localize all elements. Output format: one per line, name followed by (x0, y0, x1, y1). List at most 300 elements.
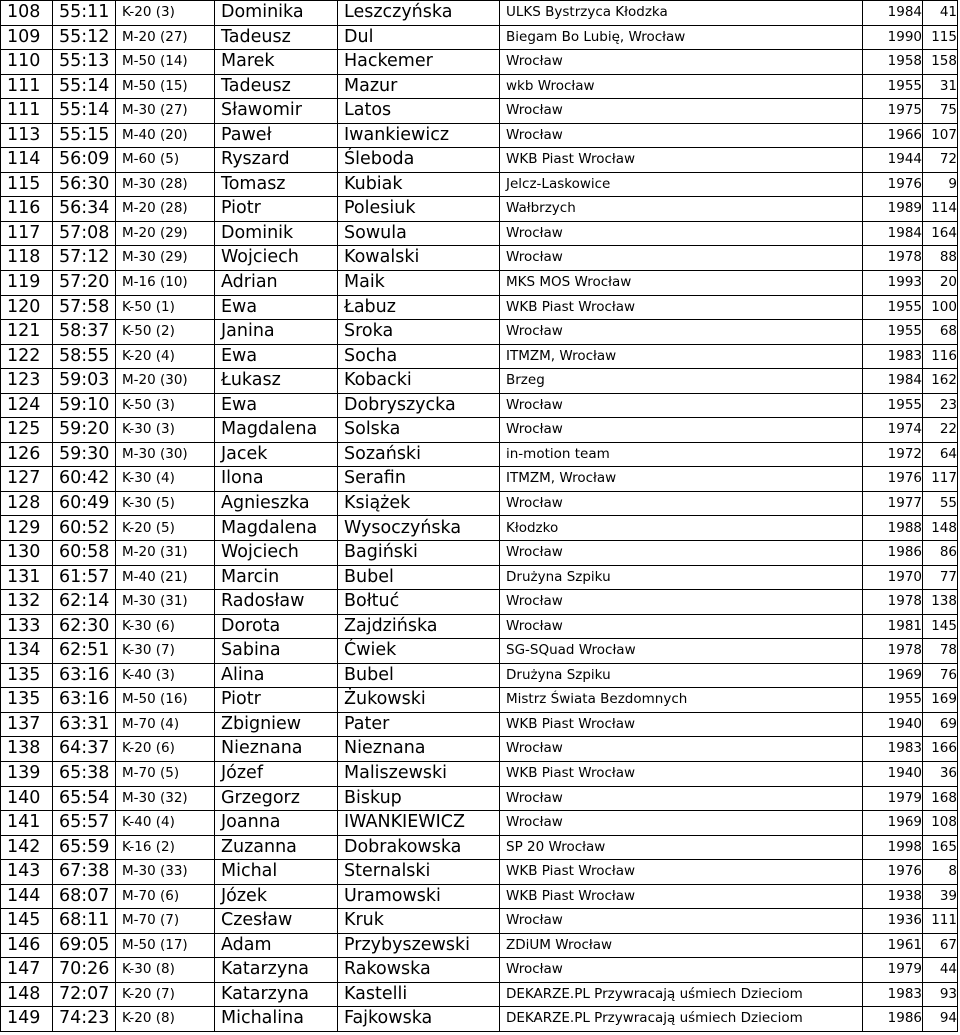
last-name-cell: Dobryszycka (338, 393, 500, 418)
last-name-cell: Fajkowska (338, 1007, 500, 1032)
first-name-cell: Dorota (215, 614, 338, 639)
birth-year-cell: 1970 (863, 565, 923, 590)
table-row (1, 835, 958, 860)
points-cell: 39 (923, 884, 958, 909)
place-cell: 125 (1, 418, 53, 443)
place-cell: 139 (1, 761, 53, 786)
place-cell: 108 (1, 1, 53, 26)
club-cell: ITMZM, Wrocław (500, 467, 863, 492)
club-cell: Kłodzko (500, 516, 863, 541)
birth-year-cell: 1984 (863, 369, 923, 394)
points-cell: 44 (923, 958, 958, 983)
last-name-cell: Sternalski (338, 860, 500, 885)
club-cell: WKB Piast Wrocław (500, 295, 863, 320)
category-cell: M-30 (32) (116, 786, 215, 811)
points-cell: 31 (923, 74, 958, 99)
table-row (1, 123, 958, 148)
time-cell: 60:52 (53, 516, 116, 541)
points-cell: 168 (923, 786, 958, 811)
last-name-cell: Kubiak (338, 172, 500, 197)
place-cell: 110 (1, 50, 53, 75)
table-row (1, 344, 958, 369)
club-cell: MKS MOS Wrocław (500, 271, 863, 296)
club-cell: Wrocław (500, 811, 863, 836)
time-cell: 65:54 (53, 786, 116, 811)
birth-year-cell: 1981 (863, 614, 923, 639)
points-cell: 68 (923, 320, 958, 345)
category-cell: M-70 (7) (116, 909, 215, 934)
category-cell: K-30 (3) (116, 418, 215, 443)
time-cell: 65:57 (53, 811, 116, 836)
place-cell: 132 (1, 590, 53, 615)
time-cell: 59:30 (53, 442, 116, 467)
last-name-cell: Hackemer (338, 50, 500, 75)
place-cell: 115 (1, 172, 53, 197)
last-name-cell: Śleboda (338, 148, 500, 173)
first-name-cell: Jacek (215, 442, 338, 467)
points-cell: 9 (923, 172, 958, 197)
first-name-cell: Wojciech (215, 246, 338, 271)
table-row (1, 50, 958, 75)
place-cell: 117 (1, 221, 53, 246)
table-row (1, 491, 958, 516)
category-cell: M-50 (15) (116, 74, 215, 99)
points-cell: 72 (923, 148, 958, 173)
club-cell: WKB Piast Wrocław (500, 761, 863, 786)
place-cell: 144 (1, 884, 53, 909)
points-cell: 64 (923, 442, 958, 467)
time-cell: 65:59 (53, 835, 116, 860)
table-row (1, 320, 958, 345)
first-name-cell: Adrian (215, 271, 338, 296)
birth-year-cell: 1938 (863, 884, 923, 909)
points-cell: 76 (923, 663, 958, 688)
club-cell: WKB Piast Wrocław (500, 148, 863, 173)
club-cell: Wrocław (500, 246, 863, 271)
club-cell: SP 20 Wrocław (500, 835, 863, 860)
table-row (1, 99, 958, 124)
table-row (1, 712, 958, 737)
first-name-cell: Magdalena (215, 418, 338, 443)
birth-year-cell: 1978 (863, 590, 923, 615)
club-cell: Wrocław (500, 418, 863, 443)
last-name-cell: Pater (338, 712, 500, 737)
club-cell: Wrocław (500, 541, 863, 566)
table-row (1, 197, 958, 222)
first-name-cell: Józef (215, 761, 338, 786)
first-name-cell: Sławomir (215, 99, 338, 124)
first-name-cell: Radosław (215, 590, 338, 615)
birth-year-cell: 1986 (863, 1007, 923, 1032)
points-cell: 162 (923, 369, 958, 394)
last-name-cell: Solska (338, 418, 500, 443)
time-cell: 58:37 (53, 320, 116, 345)
points-cell: 100 (923, 295, 958, 320)
points-cell: 158 (923, 50, 958, 75)
time-cell: 62:51 (53, 639, 116, 664)
club-cell: Wrocław (500, 393, 863, 418)
points-cell: 148 (923, 516, 958, 541)
table-row (1, 614, 958, 639)
time-cell: 59:10 (53, 393, 116, 418)
place-cell: 113 (1, 123, 53, 148)
points-cell: 115 (923, 25, 958, 50)
birth-year-cell: 1955 (863, 393, 923, 418)
club-cell: ULKS Bystrzyca Kłodzka (500, 1, 863, 26)
birth-year-cell: 1975 (863, 99, 923, 124)
place-cell: 148 (1, 982, 53, 1007)
club-cell: Wrocław (500, 99, 863, 124)
time-cell: 56:09 (53, 148, 116, 173)
table-row (1, 565, 958, 590)
last-name-cell: Uramowski (338, 884, 500, 909)
birth-year-cell: 1979 (863, 786, 923, 811)
first-name-cell: Dominik (215, 221, 338, 246)
last-name-cell: Wysoczyńska (338, 516, 500, 541)
birth-year-cell: 1983 (863, 737, 923, 762)
time-cell: 67:38 (53, 860, 116, 885)
table-row (1, 786, 958, 811)
club-cell: ZDiUM Wrocław (500, 933, 863, 958)
club-cell: in-motion team (500, 442, 863, 467)
last-name-cell: Sroka (338, 320, 500, 345)
birth-year-cell: 1976 (863, 860, 923, 885)
table-row (1, 639, 958, 664)
time-cell: 56:30 (53, 172, 116, 197)
category-cell: K-20 (3) (116, 1, 215, 26)
last-name-cell: Kastelli (338, 982, 500, 1007)
category-cell: K-50 (1) (116, 295, 215, 320)
points-cell: 78 (923, 639, 958, 664)
table-row (1, 172, 958, 197)
points-cell: 169 (923, 688, 958, 713)
category-cell: M-60 (5) (116, 148, 215, 173)
last-name-cell: Ćwiek (338, 639, 500, 664)
last-name-cell: Łabuz (338, 295, 500, 320)
time-cell: 68:11 (53, 909, 116, 934)
club-cell: wkb Wrocław (500, 74, 863, 99)
first-name-cell: Tadeusz (215, 25, 338, 50)
club-cell: Mistrz Świata Bezdomnych (500, 688, 863, 713)
time-cell: 55:14 (53, 99, 116, 124)
points-cell: 77 (923, 565, 958, 590)
place-cell: 129 (1, 516, 53, 541)
time-cell: 62:30 (53, 614, 116, 639)
birth-year-cell: 1978 (863, 246, 923, 271)
birth-year-cell: 1990 (863, 25, 923, 50)
birth-year-cell: 1940 (863, 712, 923, 737)
club-cell: Wrocław (500, 50, 863, 75)
points-cell: 164 (923, 221, 958, 246)
points-cell: 138 (923, 590, 958, 615)
club-cell: Wrocław (500, 590, 863, 615)
table-row (1, 393, 958, 418)
birth-year-cell: 1979 (863, 958, 923, 983)
category-cell: M-70 (6) (116, 884, 215, 909)
category-cell: M-30 (29) (116, 246, 215, 271)
time-cell: 60:42 (53, 467, 116, 492)
table-row (1, 369, 958, 394)
time-cell: 60:58 (53, 541, 116, 566)
first-name-cell: Tadeusz (215, 74, 338, 99)
first-name-cell: Joanna (215, 811, 338, 836)
first-name-cell: Dominika (215, 1, 338, 26)
first-name-cell: Łukasz (215, 369, 338, 394)
last-name-cell: Dobrakowska (338, 835, 500, 860)
birth-year-cell: 1966 (863, 123, 923, 148)
points-cell: 94 (923, 1007, 958, 1032)
last-name-cell: Mazur (338, 74, 500, 99)
last-name-cell: IWANKIEWICZ (338, 811, 500, 836)
time-cell: 55:15 (53, 123, 116, 148)
first-name-cell: Wojciech (215, 541, 338, 566)
points-cell: 8 (923, 860, 958, 885)
first-name-cell: Marcin (215, 565, 338, 590)
last-name-cell: Bubel (338, 565, 500, 590)
club-cell: Drużyna Szpiku (500, 663, 863, 688)
place-cell: 127 (1, 467, 53, 492)
category-cell: K-20 (5) (116, 516, 215, 541)
points-cell: 93 (923, 982, 958, 1007)
last-name-cell: Leszczyńska (338, 1, 500, 26)
first-name-cell: Nieznana (215, 737, 338, 762)
place-cell: 146 (1, 933, 53, 958)
category-cell: M-30 (30) (116, 442, 215, 467)
table-row (1, 590, 958, 615)
last-name-cell: Maik (338, 271, 500, 296)
time-cell: 61:57 (53, 565, 116, 590)
first-name-cell: Zuzanna (215, 835, 338, 860)
time-cell: 68:07 (53, 884, 116, 909)
time-cell: 59:20 (53, 418, 116, 443)
category-cell: M-70 (4) (116, 712, 215, 737)
points-cell: 55 (923, 491, 958, 516)
category-cell: M-30 (27) (116, 99, 215, 124)
place-cell: 128 (1, 491, 53, 516)
table-row (1, 1, 958, 26)
points-cell: 114 (923, 197, 958, 222)
birth-year-cell: 1984 (863, 221, 923, 246)
club-cell: SG-SQuad Wrocław (500, 639, 863, 664)
category-cell: K-30 (5) (116, 491, 215, 516)
time-cell: 57:58 (53, 295, 116, 320)
club-cell: Wrocław (500, 614, 863, 639)
first-name-cell: Katarzyna (215, 958, 338, 983)
birth-year-cell: 1977 (863, 491, 923, 516)
table-row (1, 295, 958, 320)
table-row (1, 442, 958, 467)
table-row (1, 221, 958, 246)
place-cell: 133 (1, 614, 53, 639)
club-cell: Wrocław (500, 958, 863, 983)
birth-year-cell: 1969 (863, 663, 923, 688)
place-cell: 111 (1, 99, 53, 124)
birth-year-cell: 1998 (863, 835, 923, 860)
birth-year-cell: 1983 (863, 982, 923, 1007)
last-name-cell: Iwankiewicz (338, 123, 500, 148)
club-cell: DEKARZE.PL Przywracają uśmiech Dzieciom (500, 1007, 863, 1032)
category-cell: M-20 (30) (116, 369, 215, 394)
time-cell: 57:08 (53, 221, 116, 246)
last-name-cell: Bołtuć (338, 590, 500, 615)
club-cell: Wrocław (500, 320, 863, 345)
place-cell: 109 (1, 25, 53, 50)
points-cell: 22 (923, 418, 958, 443)
place-cell: 118 (1, 246, 53, 271)
last-name-cell: Biskup (338, 786, 500, 811)
first-name-cell: Janina (215, 320, 338, 345)
first-name-cell: Ewa (215, 295, 338, 320)
last-name-cell: Książek (338, 491, 500, 516)
time-cell: 64:37 (53, 737, 116, 762)
first-name-cell: Ilona (215, 467, 338, 492)
results-body (1, 1, 958, 1032)
table-row (1, 933, 958, 958)
table-row (1, 246, 958, 271)
first-name-cell: Magdalena (215, 516, 338, 541)
points-cell: 166 (923, 737, 958, 762)
last-name-cell: Bagiński (338, 541, 500, 566)
time-cell: 58:55 (53, 344, 116, 369)
birth-year-cell: 1955 (863, 74, 923, 99)
time-cell: 72:07 (53, 982, 116, 1007)
last-name-cell: Socha (338, 344, 500, 369)
birth-year-cell: 1984 (863, 1, 923, 26)
time-cell: 63:16 (53, 663, 116, 688)
club-cell: Brzeg (500, 369, 863, 394)
club-cell: Wrocław (500, 737, 863, 762)
birth-year-cell: 1976 (863, 467, 923, 492)
points-cell: 36 (923, 761, 958, 786)
first-name-cell: Michal (215, 860, 338, 885)
place-cell: 124 (1, 393, 53, 418)
time-cell: 55:12 (53, 25, 116, 50)
place-cell: 145 (1, 909, 53, 934)
points-cell: 69 (923, 712, 958, 737)
birth-year-cell: 1936 (863, 909, 923, 934)
place-cell: 120 (1, 295, 53, 320)
place-cell: 111 (1, 74, 53, 99)
place-cell: 137 (1, 712, 53, 737)
place-cell: 135 (1, 688, 53, 713)
points-cell: 23 (923, 393, 958, 418)
time-cell: 55:14 (53, 74, 116, 99)
last-name-cell: Rakowska (338, 958, 500, 983)
birth-year-cell: 1944 (863, 148, 923, 173)
birth-year-cell: 1978 (863, 639, 923, 664)
table-row (1, 541, 958, 566)
club-cell: DEKARZE.PL Przywracają uśmiech Dzieciom (500, 982, 863, 1007)
last-name-cell: Dul (338, 25, 500, 50)
club-cell: ITMZM, Wrocław (500, 344, 863, 369)
birth-year-cell: 1961 (863, 933, 923, 958)
last-name-cell: Maliszewski (338, 761, 500, 786)
birth-year-cell: 1976 (863, 172, 923, 197)
birth-year-cell: 1972 (863, 442, 923, 467)
points-cell: 75 (923, 99, 958, 124)
time-cell: 63:16 (53, 688, 116, 713)
first-name-cell: Agnieszka (215, 491, 338, 516)
last-name-cell: Kowalski (338, 246, 500, 271)
category-cell: M-16 (10) (116, 271, 215, 296)
first-name-cell: Michalina (215, 1007, 338, 1032)
points-cell: 111 (923, 909, 958, 934)
time-cell: 69:05 (53, 933, 116, 958)
club-cell: Drużyna Szpiku (500, 565, 863, 590)
club-cell: Wrocław (500, 786, 863, 811)
category-cell: K-30 (8) (116, 958, 215, 983)
last-name-cell: Latos (338, 99, 500, 124)
category-cell: K-50 (3) (116, 393, 215, 418)
points-cell: 86 (923, 541, 958, 566)
place-cell: 121 (1, 320, 53, 345)
time-cell: 57:20 (53, 271, 116, 296)
club-cell: Wrocław (500, 491, 863, 516)
category-cell: M-30 (28) (116, 172, 215, 197)
place-cell: 135 (1, 663, 53, 688)
club-cell: Wrocław (500, 123, 863, 148)
table-row (1, 467, 958, 492)
points-cell: 41 (923, 1, 958, 26)
place-cell: 147 (1, 958, 53, 983)
club-cell: Wrocław (500, 909, 863, 934)
birth-year-cell: 1988 (863, 516, 923, 541)
time-cell: 55:11 (53, 1, 116, 26)
club-cell: Wrocław (500, 221, 863, 246)
category-cell: M-40 (21) (116, 565, 215, 590)
first-name-cell: Tomasz (215, 172, 338, 197)
birth-year-cell: 1955 (863, 295, 923, 320)
category-cell: M-20 (31) (116, 541, 215, 566)
table-row (1, 1007, 958, 1032)
time-cell: 63:31 (53, 712, 116, 737)
category-cell: M-30 (33) (116, 860, 215, 885)
time-cell: 70:26 (53, 958, 116, 983)
category-cell: K-30 (4) (116, 467, 215, 492)
last-name-cell: Przybyszewski (338, 933, 500, 958)
club-cell: WKB Piast Wrocław (500, 884, 863, 909)
table-row (1, 516, 958, 541)
category-cell: M-20 (27) (116, 25, 215, 50)
category-cell: K-30 (6) (116, 614, 215, 639)
place-cell: 143 (1, 860, 53, 885)
first-name-cell: Czesław (215, 909, 338, 934)
table-row (1, 663, 958, 688)
table-row (1, 74, 958, 99)
time-cell: 74:23 (53, 1007, 116, 1032)
birth-year-cell: 1955 (863, 320, 923, 345)
birth-year-cell: 1993 (863, 271, 923, 296)
table-row (1, 737, 958, 762)
birth-year-cell: 1974 (863, 418, 923, 443)
time-cell: 57:12 (53, 246, 116, 271)
category-cell: K-20 (8) (116, 1007, 215, 1032)
first-name-cell: Piotr (215, 688, 338, 713)
first-name-cell: Piotr (215, 197, 338, 222)
place-cell: 149 (1, 1007, 53, 1032)
category-cell: K-40 (3) (116, 663, 215, 688)
last-name-cell: Zajdzińska (338, 614, 500, 639)
category-cell: M-40 (20) (116, 123, 215, 148)
birth-year-cell: 1958 (863, 50, 923, 75)
time-cell: 65:38 (53, 761, 116, 786)
table-row (1, 418, 958, 443)
place-cell: 138 (1, 737, 53, 762)
place-cell: 122 (1, 344, 53, 369)
birth-year-cell: 1940 (863, 761, 923, 786)
birth-year-cell: 1955 (863, 688, 923, 713)
table-row (1, 860, 958, 885)
